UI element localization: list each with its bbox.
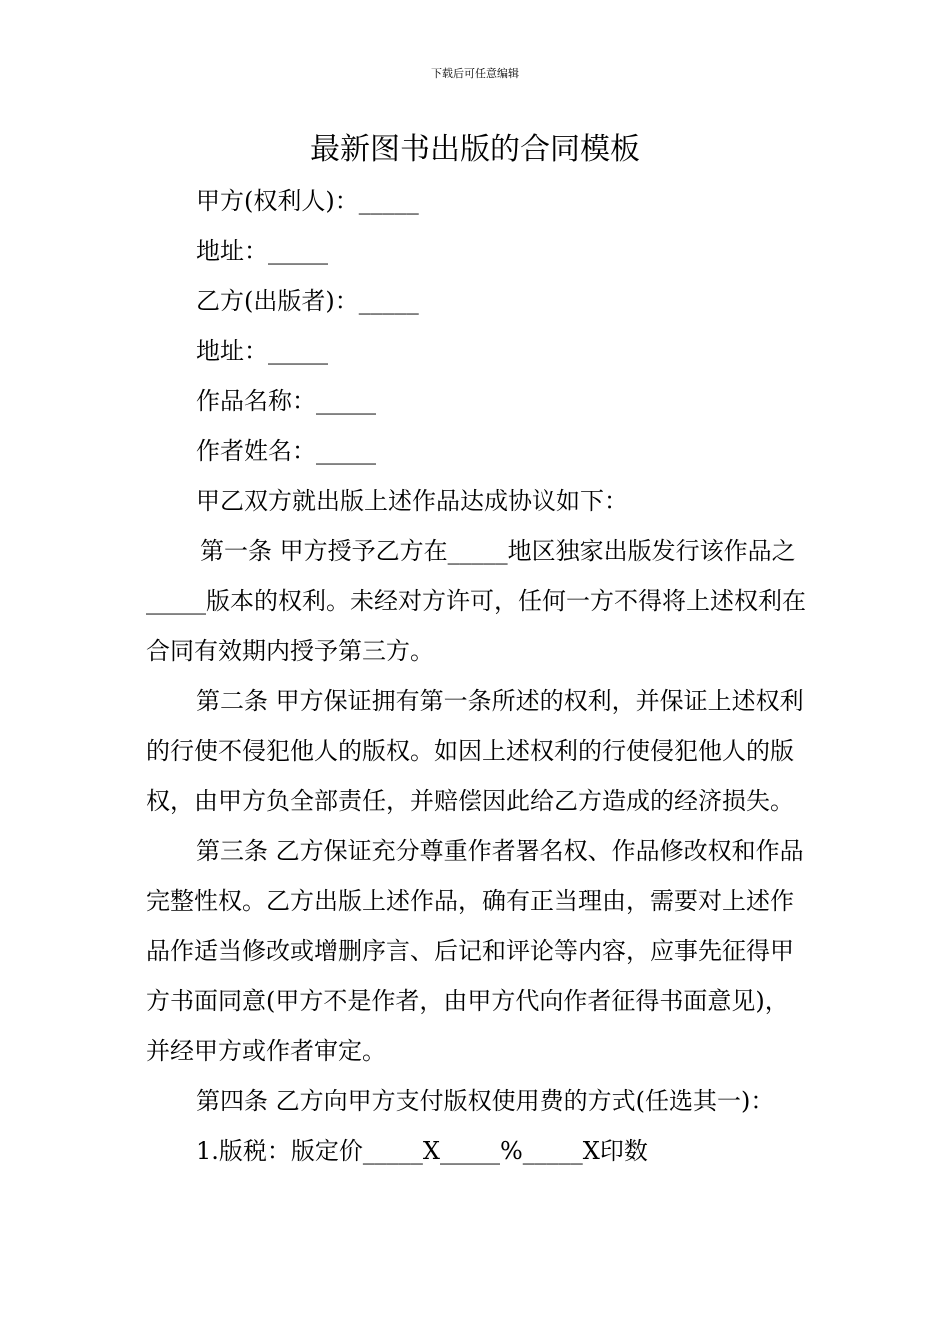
clause-4-item-1: 1.版税：版定价_____X_____%_____X印数 [196,1137,648,1165]
work-title-field: 作品名称：_____ [196,387,376,415]
document-title: 最新图书出版的合同模板 [310,132,640,167]
agreement-intro: 甲乙双方就出版上述作品达成协议如下： [196,487,628,515]
party-a-field: 甲方(权利人)：_____ [196,187,419,215]
party-b-field: 乙方(出版者)：_____ [196,287,419,315]
clause-4-heading: 第四条 乙方向甲方支付版权使用费的方式(任选其一)： [196,1087,775,1115]
party-a-address-field: 地址：_____ [196,237,328,265]
clause-1: 第一条 甲方授予乙方在_____地区独家出版发行该作品之_____版本的权利。未经对方许可，任何一方不得将上述权利在合同有效期内授予第三方。 [146,537,806,665]
clause-2: 第二条 甲方保证拥有第一条所述的权利，并保证上述权利的行使不侵犯他人的版权。如因上述权利的行使侵犯他人的版权，由甲方负全部责任，并赔偿因此给乙方造成的经济损失。 [146,687,804,815]
party-b-address-field: 地址：_____ [196,337,328,365]
contract-body [146,176,806,1176]
header-note: 下载后可任意编辑 [431,67,519,80]
clause-3: 第三条 乙方保证充分尊重作者署名权、作品修改权和作品完整性权。乙方出版上述作品，确有正当理由，需要对上述作品作适当修改或增删序言、后记和评论等内容，应事先征得甲方书面同意(甲方不是作者，由甲方代向作者征得书面意见)，并经甲方或作者审定。 [146,837,804,1065]
author-name-field: 作者姓名：_____ [196,437,376,465]
